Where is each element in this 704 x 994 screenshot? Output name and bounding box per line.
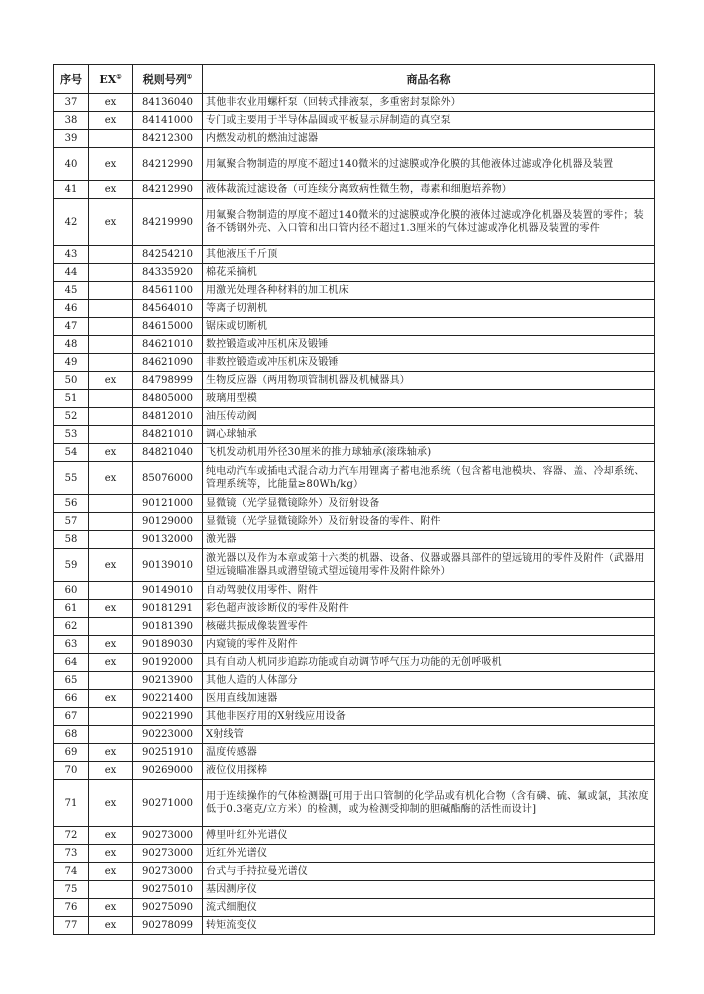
cell-ex: ex — [89, 744, 133, 762]
cell-ex: ex — [89, 917, 133, 935]
cell-name: 流式细胞仪 — [203, 899, 655, 917]
cell-code: 90192000 — [133, 654, 203, 672]
cell-ex — [89, 318, 133, 336]
cell-name: 非数控锻造或冲压机床及锻锤 — [203, 354, 655, 372]
cell-ex: ex — [89, 780, 133, 827]
cell-ex — [89, 513, 133, 531]
cell-code: 84821010 — [133, 426, 203, 444]
cell-seq: 56 — [54, 495, 89, 513]
cell-ex: ex — [89, 94, 133, 112]
table-row — [54, 881, 655, 899]
cell-name: 傅里叶红外光谱仪 — [203, 827, 655, 845]
cell-code: 90149010 — [133, 582, 203, 600]
cell-ex: ex — [89, 112, 133, 130]
cell-ex — [89, 726, 133, 744]
cell-ex: ex — [89, 600, 133, 618]
cell-code: 84335920 — [133, 264, 203, 282]
table-row — [54, 300, 655, 318]
table-row — [54, 513, 655, 531]
table-row — [54, 845, 655, 863]
table-row — [54, 336, 655, 354]
cell-code: 90251910 — [133, 744, 203, 762]
table-row — [54, 762, 655, 780]
cell-name: 调心球轴承 — [203, 426, 655, 444]
cell-code: 90121000 — [133, 495, 203, 513]
cell-name: 自动驾驶仪用零件、附件 — [203, 582, 655, 600]
cell-name: 基因测序仪 — [203, 881, 655, 899]
cell-code: 90129000 — [133, 513, 203, 531]
cell-ex — [89, 282, 133, 300]
table-row — [54, 600, 655, 618]
cell-seq: 43 — [54, 246, 89, 264]
cell-seq: 66 — [54, 690, 89, 708]
cell-name: 内窥镜的零件及附件 — [203, 636, 655, 654]
table-row — [54, 444, 655, 462]
table-row — [54, 390, 655, 408]
table-row — [54, 462, 655, 495]
cell-ex — [89, 130, 133, 148]
cell-seq: 37 — [54, 94, 89, 112]
table-row — [54, 112, 655, 130]
table-row — [54, 899, 655, 917]
cell-name: 温度传感器 — [203, 744, 655, 762]
cell-name: 显微镜（光学显微镜除外）及衍射设备的零件、附件 — [203, 513, 655, 531]
cell-name: 其他非医疗用的X射线应用设备 — [203, 708, 655, 726]
cell-code: 84805000 — [133, 390, 203, 408]
cell-seq: 49 — [54, 354, 89, 372]
cell-ex: ex — [89, 181, 133, 199]
cell-seq: 67 — [54, 708, 89, 726]
cell-code: 84812010 — [133, 408, 203, 426]
cell-seq: 52 — [54, 408, 89, 426]
table-row — [54, 531, 655, 549]
cell-seq: 55 — [54, 462, 89, 495]
cell-seq: 54 — [54, 444, 89, 462]
table-row — [54, 708, 655, 726]
table-row — [54, 582, 655, 600]
cell-ex — [89, 531, 133, 549]
cell-seq: 73 — [54, 845, 89, 863]
cell-code: 90221990 — [133, 708, 203, 726]
table-row — [54, 618, 655, 636]
cell-name: 台式与手持拉曼光谱仪 — [203, 863, 655, 881]
cell-code: 90273000 — [133, 863, 203, 881]
cell-code: 90271000 — [133, 780, 203, 827]
cell-code: 90269000 — [133, 762, 203, 780]
table-row — [54, 636, 655, 654]
cell-seq: 65 — [54, 672, 89, 690]
cell-seq: 62 — [54, 618, 89, 636]
cell-ex: ex — [89, 762, 133, 780]
cell-name: 显微镜（光学显微镜除外）及衍射设备 — [203, 495, 655, 513]
cell-ex: ex — [89, 199, 133, 246]
cell-ex — [89, 618, 133, 636]
tariff-table — [53, 64, 655, 935]
table-row — [54, 181, 655, 199]
cell-name: 具有自动人机同步追踪功能或自动调节呼气压力功能的无创呼吸机 — [203, 654, 655, 672]
table-row — [54, 264, 655, 282]
cell-code: 90275090 — [133, 899, 203, 917]
table-row — [54, 917, 655, 935]
header-code-label: 税则号列 — [142, 72, 187, 86]
cell-name: 等离子切割机 — [203, 300, 655, 318]
cell-code: 84136040 — [133, 94, 203, 112]
cell-ex — [89, 672, 133, 690]
cell-name: 飞机发动机用外径30厘米的推力球轴承(滚珠轴承) — [203, 444, 655, 462]
cell-name: 棉花采摘机 — [203, 264, 655, 282]
cell-code: 84621010 — [133, 336, 203, 354]
cell-seq: 40 — [54, 148, 89, 181]
cell-ex: ex — [89, 549, 133, 582]
cell-ex — [89, 708, 133, 726]
cell-seq: 74 — [54, 863, 89, 881]
cell-name: 彩色超声波诊断仪的零件及附件 — [203, 600, 655, 618]
cell-ex — [89, 582, 133, 600]
cell-name: 转矩流变仪 — [203, 917, 655, 935]
cell-name: 专门或主要用于半导体晶圆或平板显示屏制造的真空泵 — [203, 112, 655, 130]
cell-code: 84219990 — [133, 199, 203, 246]
table-row — [54, 690, 655, 708]
cell-seq: 72 — [54, 827, 89, 845]
cell-code: 90189030 — [133, 636, 203, 654]
cell-ex — [89, 408, 133, 426]
cell-name: 用于连续操作的气体检测器[可用于出口管制的化学品或有机化合物（含有磷、硫、氟或氯，其浓度低于0.3毫克/立方米）的检测，或为检测受抑制的胆碱酯酶的活性而设计] — [203, 780, 655, 827]
cell-ex: ex — [89, 654, 133, 672]
cell-name: 液体裁流过滤设备（可连续分离致病性微生物，毒素和细胞培养物） — [203, 181, 655, 199]
cell-name: 纯电动汽车或插电式混合动力汽车用锂离子蓄电池系统（包含蓄电池模块、容器、盖、冷却系统、管理系统等，比能量≥80Wh/kg） — [203, 462, 655, 495]
table-row — [54, 863, 655, 881]
cell-code: 84212990 — [133, 148, 203, 181]
cell-name: 激光器以及作为本章或第十六类的机器、设备、仪器或器具部件的望远镜用的零件及附件（武器用望远镜瞄准器具或潜望镜式望远镜用零件及附件除外） — [203, 549, 655, 582]
cell-code: 84141000 — [133, 112, 203, 130]
cell-code: 90221400 — [133, 690, 203, 708]
cell-ex: ex — [89, 690, 133, 708]
cell-seq: 64 — [54, 654, 89, 672]
header-name: 商品名称 — [203, 65, 655, 94]
cell-code: 90132000 — [133, 531, 203, 549]
cell-name: 核磁共振成像装置零件 — [203, 618, 655, 636]
cell-ex: ex — [89, 462, 133, 495]
table-row — [54, 827, 655, 845]
cell-name: 用氟聚合物制造的厚度不超过140微米的过滤膜或净化膜的其他液体过滤或净化机器及装置 — [203, 148, 655, 181]
cell-seq: 58 — [54, 531, 89, 549]
cell-ex — [89, 300, 133, 318]
table-row — [54, 408, 655, 426]
cell-code: 90223000 — [133, 726, 203, 744]
table-row — [54, 130, 655, 148]
cell-code: 84212300 — [133, 130, 203, 148]
cell-name: 玻璃用型模 — [203, 390, 655, 408]
cell-code: 84615000 — [133, 318, 203, 336]
cell-ex — [89, 354, 133, 372]
cell-ex: ex — [89, 148, 133, 181]
cell-seq: 68 — [54, 726, 89, 744]
cell-seq: 59 — [54, 549, 89, 582]
cell-code: 90275010 — [133, 881, 203, 899]
cell-name: 锯床或切断机 — [203, 318, 655, 336]
table-row — [54, 780, 655, 827]
table-row — [54, 726, 655, 744]
cell-name: 生物反应器（两用物项管制机器及机械器具） — [203, 372, 655, 390]
cell-ex: ex — [89, 845, 133, 863]
cell-seq: 76 — [54, 899, 89, 917]
cell-seq: 70 — [54, 762, 89, 780]
header-code-footnote: ① — [186, 72, 193, 80]
cell-code: 85076000 — [133, 462, 203, 495]
cell-code: 84254210 — [133, 246, 203, 264]
table-header-row — [54, 65, 655, 94]
cell-seq: 51 — [54, 390, 89, 408]
cell-seq: 63 — [54, 636, 89, 654]
cell-ex — [89, 881, 133, 899]
cell-seq: 47 — [54, 318, 89, 336]
table-row — [54, 318, 655, 336]
cell-ex: ex — [89, 899, 133, 917]
cell-seq: 42 — [54, 199, 89, 246]
cell-code: 84798999 — [133, 372, 203, 390]
cell-code: 84564010 — [133, 300, 203, 318]
cell-code: 84561100 — [133, 282, 203, 300]
cell-seq: 69 — [54, 744, 89, 762]
tariff-table-sheet — [53, 64, 655, 935]
cell-seq: 46 — [54, 300, 89, 318]
table-row — [54, 372, 655, 390]
cell-ex: ex — [89, 827, 133, 845]
cell-seq: 71 — [54, 780, 89, 827]
cell-code: 90139010 — [133, 549, 203, 582]
cell-ex: ex — [89, 372, 133, 390]
cell-name: 油压传动阀 — [203, 408, 655, 426]
cell-ex — [89, 390, 133, 408]
cell-seq: 41 — [54, 181, 89, 199]
cell-seq: 75 — [54, 881, 89, 899]
cell-ex — [89, 264, 133, 282]
header-ex-footnote: ① — [116, 72, 122, 80]
cell-ex — [89, 246, 133, 264]
header-ex-label: EX — [99, 72, 117, 86]
cell-seq: 50 — [54, 372, 89, 390]
table-row — [54, 744, 655, 762]
cell-ex — [89, 336, 133, 354]
cell-name: 其他人造的人体部分 — [203, 672, 655, 690]
table-row — [54, 654, 655, 672]
cell-name: 液位仪用探棒 — [203, 762, 655, 780]
cell-code: 84212990 — [133, 181, 203, 199]
cell-name: 内燃发动机的燃油过滤器 — [203, 130, 655, 148]
header-code — [133, 65, 203, 94]
cell-ex: ex — [89, 863, 133, 881]
table-body — [54, 94, 655, 935]
cell-seq: 48 — [54, 336, 89, 354]
table-row — [54, 354, 655, 372]
cell-seq: 61 — [54, 600, 89, 618]
header-ex — [89, 65, 133, 94]
cell-name: 医用直线加速器 — [203, 690, 655, 708]
cell-name: X射线管 — [203, 726, 655, 744]
cell-ex: ex — [89, 444, 133, 462]
cell-seq: 39 — [54, 130, 89, 148]
table-row — [54, 148, 655, 181]
table-row — [54, 246, 655, 264]
cell-seq: 53 — [54, 426, 89, 444]
table-row — [54, 672, 655, 690]
cell-name: 其他非农业用螺杆泵（回转式排液泵，多重密封泵除外） — [203, 94, 655, 112]
cell-code: 90278099 — [133, 917, 203, 935]
table-row — [54, 549, 655, 582]
table-row — [54, 94, 655, 112]
cell-name: 数控锻造或冲压机床及锻锤 — [203, 336, 655, 354]
cell-ex — [89, 426, 133, 444]
cell-ex — [89, 495, 133, 513]
cell-seq: 45 — [54, 282, 89, 300]
table-row — [54, 282, 655, 300]
cell-code: 90273000 — [133, 827, 203, 845]
cell-code: 90181390 — [133, 618, 203, 636]
cell-name: 用激光处理各种材料的加工机床 — [203, 282, 655, 300]
cell-code: 90213900 — [133, 672, 203, 690]
table-row — [54, 495, 655, 513]
cell-seq: 57 — [54, 513, 89, 531]
cell-seq: 77 — [54, 917, 89, 935]
table-row — [54, 199, 655, 246]
cell-seq: 44 — [54, 264, 89, 282]
cell-name: 其他液压千斤顶 — [203, 246, 655, 264]
cell-ex: ex — [89, 636, 133, 654]
cell-code: 90181291 — [133, 600, 203, 618]
cell-name: 用氟聚合物制造的厚度不超过140微米的过滤膜或净化膜的液体过滤或净化机器及装置的零件；装备不锈钢外壳、入口管和出口管内径不超过1.3厘米的气体过滤或净化机器及装置的零件 — [203, 199, 655, 246]
table-row — [54, 426, 655, 444]
cell-name: 激光器 — [203, 531, 655, 549]
cell-code: 90273000 — [133, 845, 203, 863]
cell-code: 84621090 — [133, 354, 203, 372]
cell-code: 84821040 — [133, 444, 203, 462]
cell-name: 近红外光谱仪 — [203, 845, 655, 863]
cell-seq: 60 — [54, 582, 89, 600]
cell-seq: 38 — [54, 112, 89, 130]
header-seq: 序号 — [54, 65, 89, 94]
